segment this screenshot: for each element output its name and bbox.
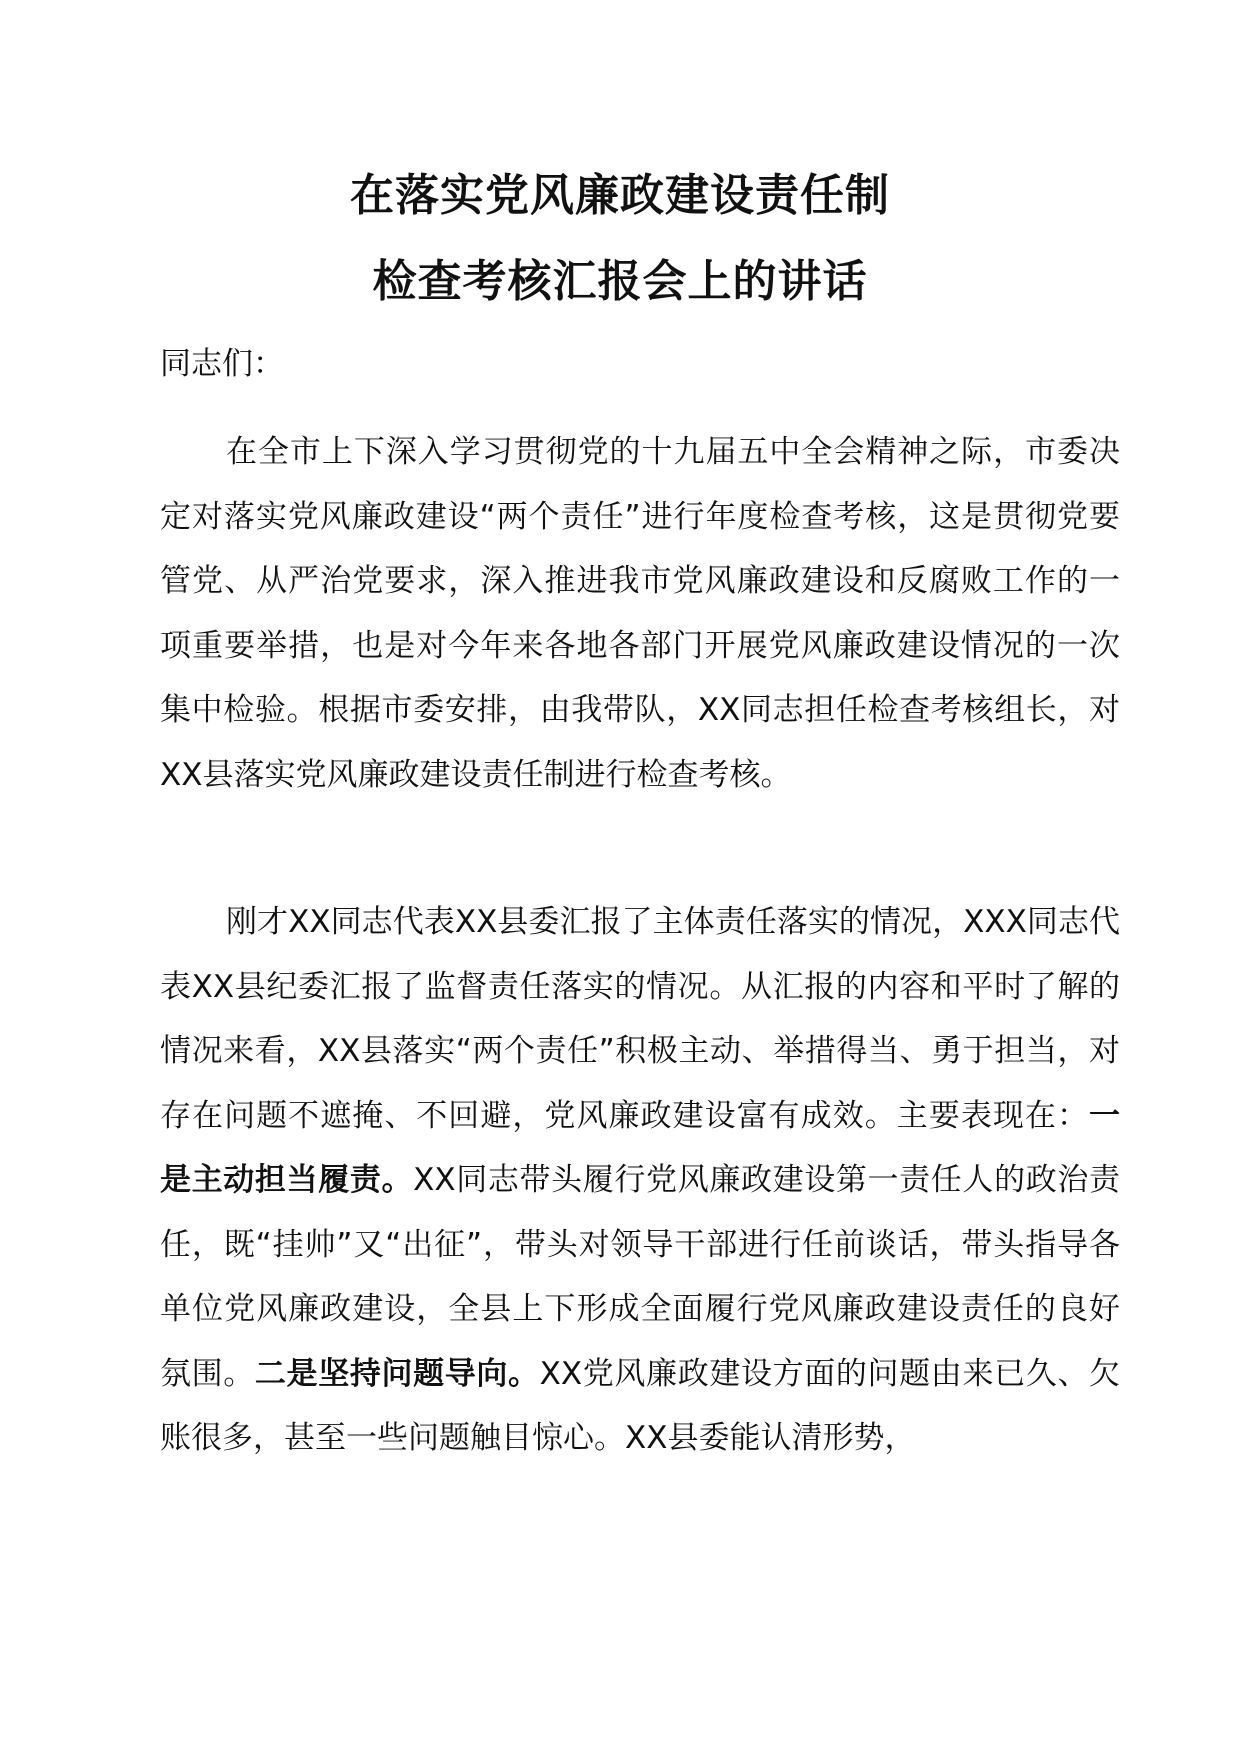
paragraph-1: 在全市上下深入学习贯彻党的十九届五中全会精神之际，市委决定对落实党风廉政建设“两个责任”进行年度检查考核，这是贯彻党要管党、从严治党要求，深入推进我市党风廉政建设和反腐败工作的一项重要举措，也是对今年来各地各部门开展党风廉政建设情况的一次集中检验。根据市委安排，由我带队，XX同志担任检查考核组长，对XX县落实党风廉政建设责任制进行检查考核。 [160, 434, 1120, 793]
paragraph-2-text-3: XX党风廉政建设方面的问题由来已久、欠账很多，甚至一些问题触目惊心。XX县委能认清形势， [160, 1355, 1120, 1456]
paragraph-2-text-1: 刚才XX同志代表XX县委汇报了主体责任落实的情况，XXX同志代表XX县纪委汇报了监督责任落实的情况。从汇报的内容和平时了解的情况来看，XX县落实“两个责任”积极主动、举措得当、勇于担当，对存在问题不遮掩、不回避，党风廉政建设富有成效。主要表现在： [160, 904, 1120, 1134]
paragraph-2-text-2: XX同志带头履行党风廉政建设第一责任人的政治责任，既“挂帅”又“出征”，带头对领导干部进行任前谈话，带头指导各单位党风廉政建设，全县上下形成全面履行党风廉政建设责任的良好氛围。 [160, 1162, 1120, 1392]
document-title-line-1: 在落实党风廉政建设责任制 [350, 170, 890, 221]
document-title-line-2: 检查考核汇报会上的讲话 [372, 256, 868, 307]
point-one-heading: 一是主动担当履责。 [160, 1097, 1120, 1198]
salutation: 同志们： [160, 346, 284, 382]
point-two-heading: 二是坚持问题导向。 [254, 1355, 540, 1392]
paragraph-2 [160, 890, 1120, 1471]
